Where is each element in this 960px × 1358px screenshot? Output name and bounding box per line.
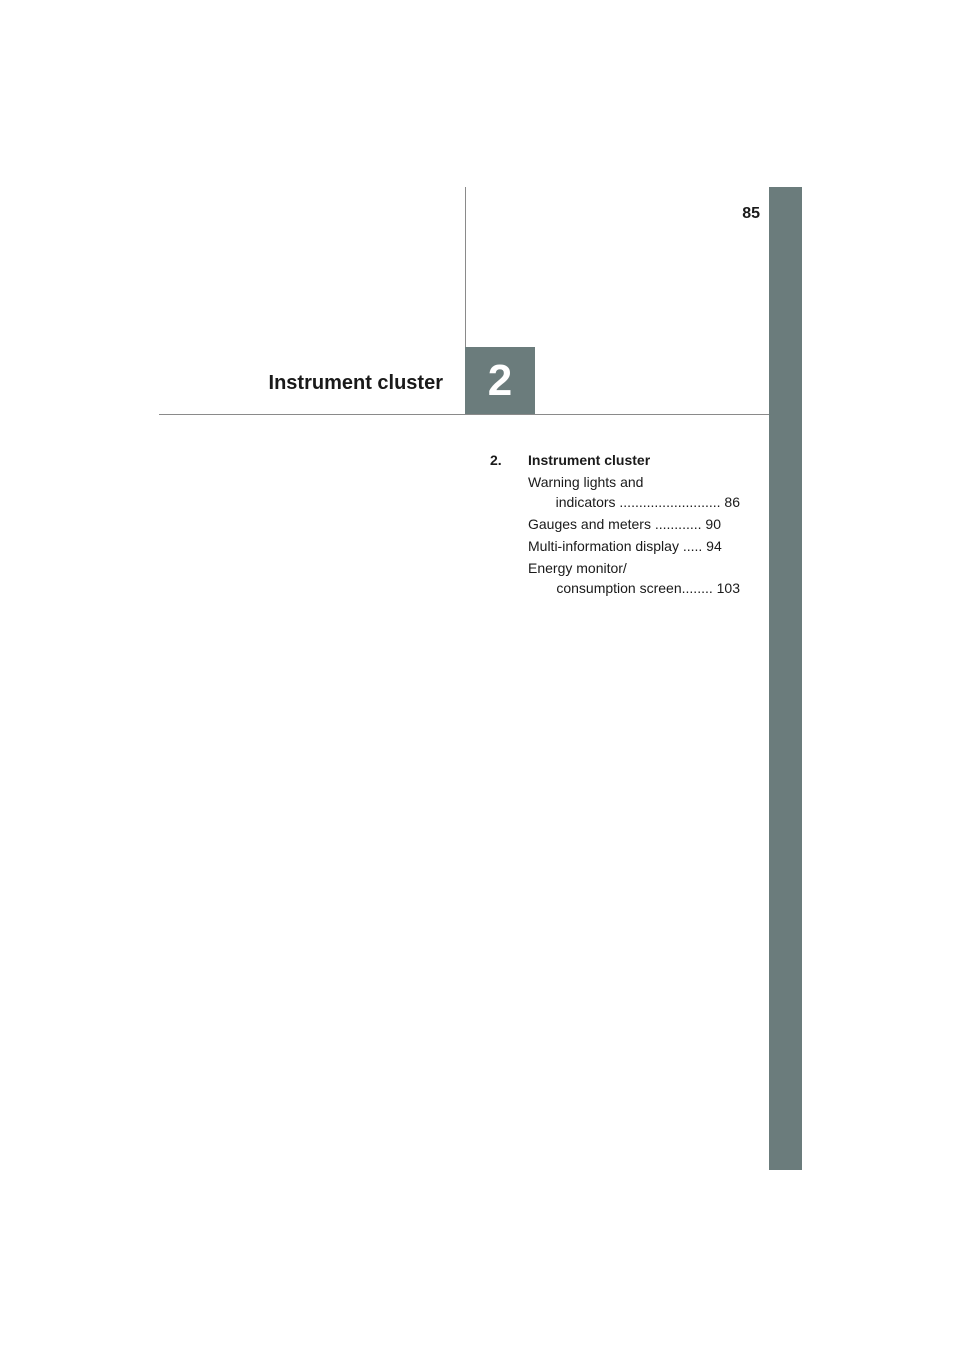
toc-heading bbox=[490, 450, 740, 470]
toc-entry-multi-information-display[interactable] bbox=[528, 536, 740, 556]
toc-entry-line: Warning lights and bbox=[528, 474, 644, 490]
page-number: 85 bbox=[742, 205, 760, 222]
toc-entry-line: Gauges and meters ............ 90 bbox=[528, 516, 721, 532]
table-of-contents bbox=[490, 450, 740, 600]
toc-heading-number: 2. bbox=[490, 452, 502, 468]
toc-entry-warning-lights[interactable] bbox=[528, 472, 740, 512]
side-tab bbox=[769, 187, 802, 1170]
chapter-number-box: 2 bbox=[465, 347, 535, 414]
horizontal-rule bbox=[159, 414, 769, 415]
toc-list bbox=[528, 472, 740, 598]
toc-entry-page-line: indicators .......................... 86 bbox=[555, 494, 740, 510]
section-title: Instrument cluster bbox=[268, 372, 443, 394]
toc-heading-title: Instrument cluster bbox=[528, 452, 651, 468]
vertical-rule bbox=[465, 187, 466, 347]
toc-entry-gauges-meters[interactable] bbox=[528, 514, 740, 534]
toc-entry-energy-monitor[interactable] bbox=[528, 558, 740, 598]
toc-entry-line: Multi-information display ..... 94 bbox=[528, 538, 722, 554]
toc-entry-page-line: consumption screen........ 103 bbox=[556, 580, 740, 596]
toc-entry-line: Energy monitor/ bbox=[528, 560, 627, 576]
